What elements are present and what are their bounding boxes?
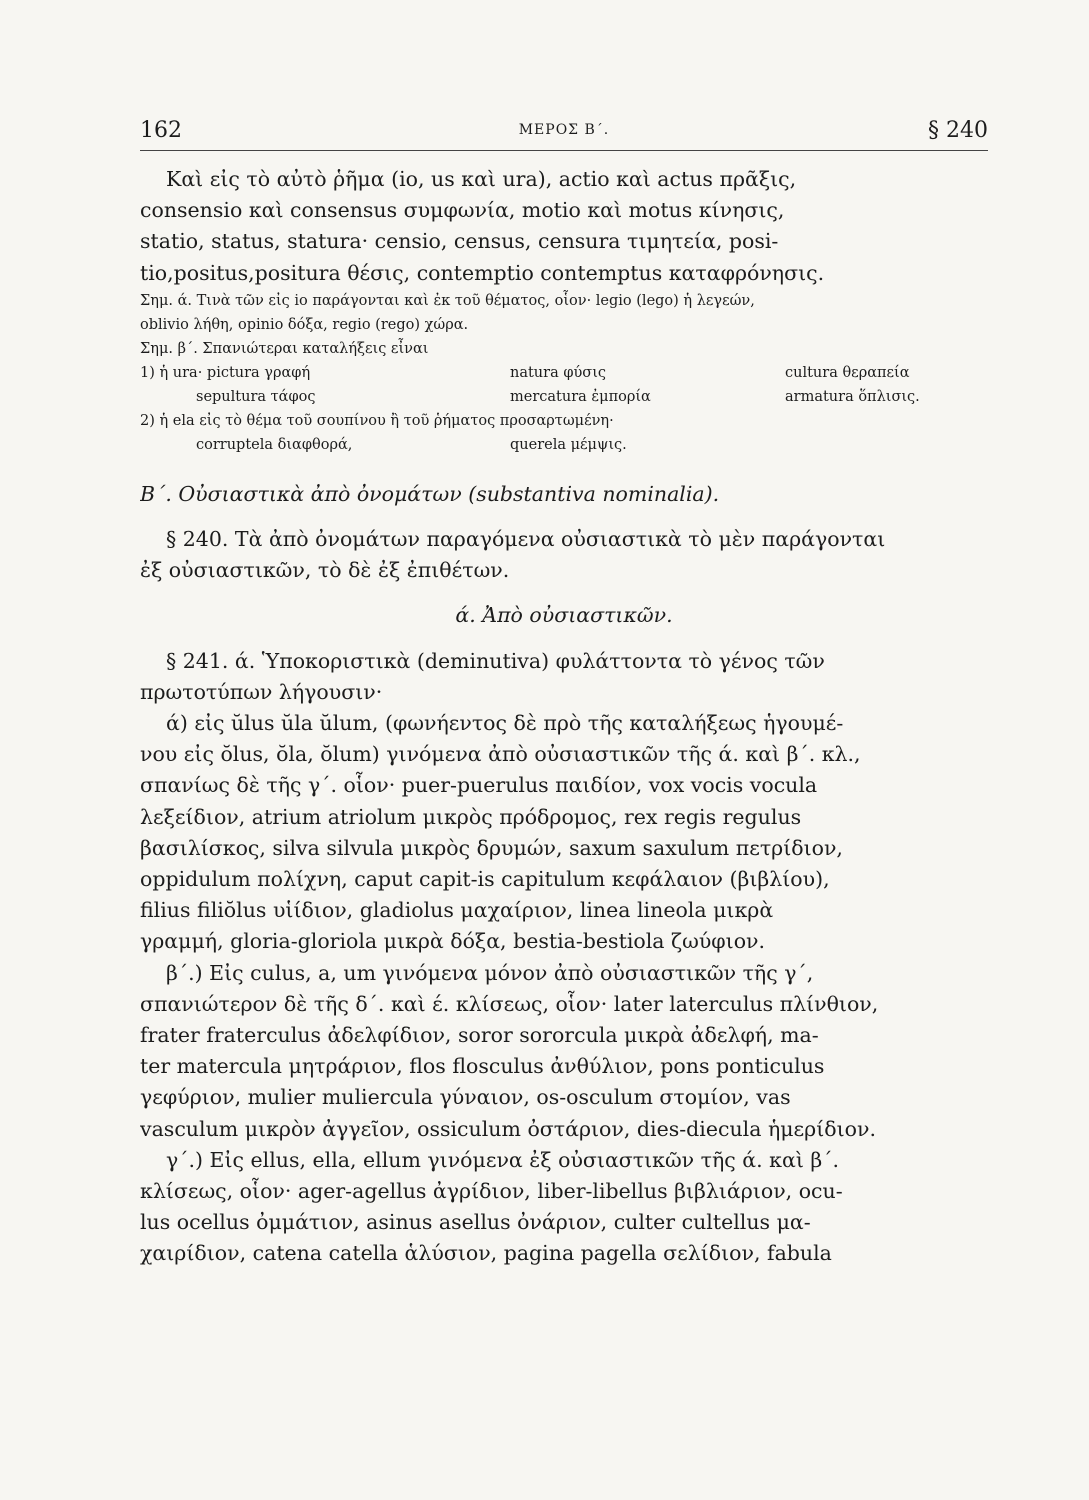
- text-line: vasculum μικρὸν ἀγγεῖον, ossiculum ὀστάριον, dies-diecula ἡμερίδιον.: [140, 1116, 876, 1141]
- text-line: γ΄.) Εἰς ellus, ella, ellum γινόμενα ἐξ οὐσιαστικῶν τῆς ά. καὶ β΄.: [166, 1147, 839, 1172]
- text-line: νου εἰς ŏlus, ŏla, ŏlum) γινόμενα ἀπὸ οὐσιαστικῶν τῆς ά. καὶ β΄. κλ.,: [140, 742, 861, 767]
- table-row: [140, 433, 988, 457]
- table-cell: armatura ὅπλισις.: [785, 388, 920, 405]
- table-cell: natura φύσις: [510, 364, 607, 381]
- text-line: § 240. Τὰ ἀπὸ ὀνομάτων παραγόμενα οὐσιαστικὰ τὸ μὲν παράγονται: [166, 527, 886, 552]
- text-line: statio, status, statura· censio, census, censura τιμητεία, posi-: [140, 229, 779, 254]
- section-heading: Β΄. Οὐσιαστικὰ ἀπὸ ὀνομάτων (substantiva nominalia).: [140, 481, 720, 506]
- table-cell: mercatura ἐμπορία: [510, 388, 651, 405]
- intro-paragraph: [140, 164, 988, 289]
- page-number: 162: [140, 118, 182, 143]
- text-line: Καὶ εἰς τὸ αὐτὸ ῥῆμα (io, us καὶ ura), actio καὶ actus πρᾶξις,: [166, 167, 797, 191]
- note-line: 2) ἡ ela εἰς τὸ θέμα τοῦ σουπίνου ἢ τοῦ ῥήματος προσαρτωμένη·: [140, 412, 614, 429]
- text-line: γεφύριον, mulier muliercula γύναιον, os-osculum στομίον, vas: [140, 1085, 791, 1110]
- page-header: [140, 118, 988, 151]
- table-row: [140, 385, 988, 409]
- text-line: ter matercula μητράριον, flos flosculus ἀνθύλιον, pons ponticulus: [140, 1054, 825, 1079]
- text-line: πρωτοτύπων λήγουσιν·: [140, 679, 383, 704]
- text-line: βασιλίσκος, silva silvula μικρὸς δρυμών, saxum saxulum πετρίδιον,: [140, 835, 843, 860]
- note-line: Σημ. ά. Τινὰ τῶν εἰς io παράγονται καὶ ἐκ τοῦ θέματος, οἷον· legio (lego) ἡ λεγεών,: [140, 292, 755, 309]
- running-title: ΜΕΡΟΣ Β΄.: [518, 122, 610, 138]
- text-line: ά) εἰς ŭlus ŭla ŭlum, (φωνήεντος δὲ πρὸ τῆς καταλήξεως ἡγουμέ-: [166, 711, 844, 736]
- table-row: [140, 361, 988, 385]
- paragraph-240: [140, 524, 988, 586]
- note-line: oblivio λήθη, opinio δόξα, regio (rego) χώρα.: [140, 316, 469, 333]
- text-line: σπανίως δὲ τῆς γ΄. οἷον· puer-puerulus παιδίον, vox vocis vocula: [140, 773, 818, 798]
- section-marker: § 240: [928, 118, 988, 143]
- note-line: Σημ. β΄. Σπανιώτεραι καταλήξεις εἶναι: [140, 340, 429, 357]
- text-line: filius filiŏlus υἱίδιον, gladiolus μαχαίριον, linea lineola μικρὰ: [140, 898, 774, 923]
- table-cell: sepultura τάφος: [196, 388, 316, 405]
- table-cell: querela μέμψις.: [510, 436, 627, 453]
- table-cell: corruptela διαφθορά,: [196, 436, 353, 453]
- text-line: σπανιώτερον δὲ τῆς δ΄. καὶ έ. κλίσεως, οἷον· later laterculus πλίνθιον,: [140, 991, 879, 1016]
- text-line: § 241. ά. Ὑποκοριστικὰ (deminutiva) φυλάττοντα τὸ γένος τῶν: [166, 648, 825, 673]
- notes-block: [140, 289, 988, 457]
- text-line: lus ocellus ὀμμάτιον, asinus asellus ὀνάριον, culter cultellus μα-: [140, 1210, 811, 1235]
- text-line: oppidulum πολίχνη, caput capit-is capitulum κεφάλαιον (βιβλίου),: [140, 867, 830, 892]
- text-line: tio,positus,positura θέσις, contemptio contemptus καταφρόνησις.: [140, 260, 825, 285]
- text-line: β΄.) Εἰς culus, a, um γινόμενα μόνον ἀπὸ οὐσιαστικῶν τῆς γ΄,: [166, 960, 814, 985]
- text-line: ἐξ οὐσιαστικῶν, τὸ δὲ ἐξ ἐπιθέτων.: [140, 558, 510, 583]
- text-line: consensio καὶ consensus συμφωνία, motio καὶ motus κίνησις,: [140, 198, 785, 223]
- text-line: frater fraterculus ἀδελφίδιον, soror sororcula μικρὰ ἀδελφή, ma-: [140, 1023, 819, 1048]
- table-cell: cultura θεραπεία: [785, 364, 910, 381]
- text-line: κλίσεως, οἷον· ager-agellus ἀγρίδιον, liber-libellus βιβλιάριον, ocu-: [140, 1179, 843, 1204]
- text-line: χαιρίδιον, catena catella ἁλύσιον, pagina pagella σελίδιον, fabula: [140, 1241, 832, 1266]
- subsection-heading: ά. Ἀπὸ οὐσιαστικῶν.: [455, 603, 673, 628]
- page-body: [140, 164, 988, 1270]
- paragraph-241: [140, 646, 988, 1270]
- text-line: λεξείδιον, atrium atriolum μικρὸς πρόδρομος, rex regis regulus: [140, 804, 802, 829]
- text-line: γραμμή, gloria-gloriola μικρὰ δόξα, bestia-bestiola ζωύφιον.: [140, 929, 766, 954]
- table-cell: 1) ἡ ura· pictura γραφή: [140, 364, 311, 381]
